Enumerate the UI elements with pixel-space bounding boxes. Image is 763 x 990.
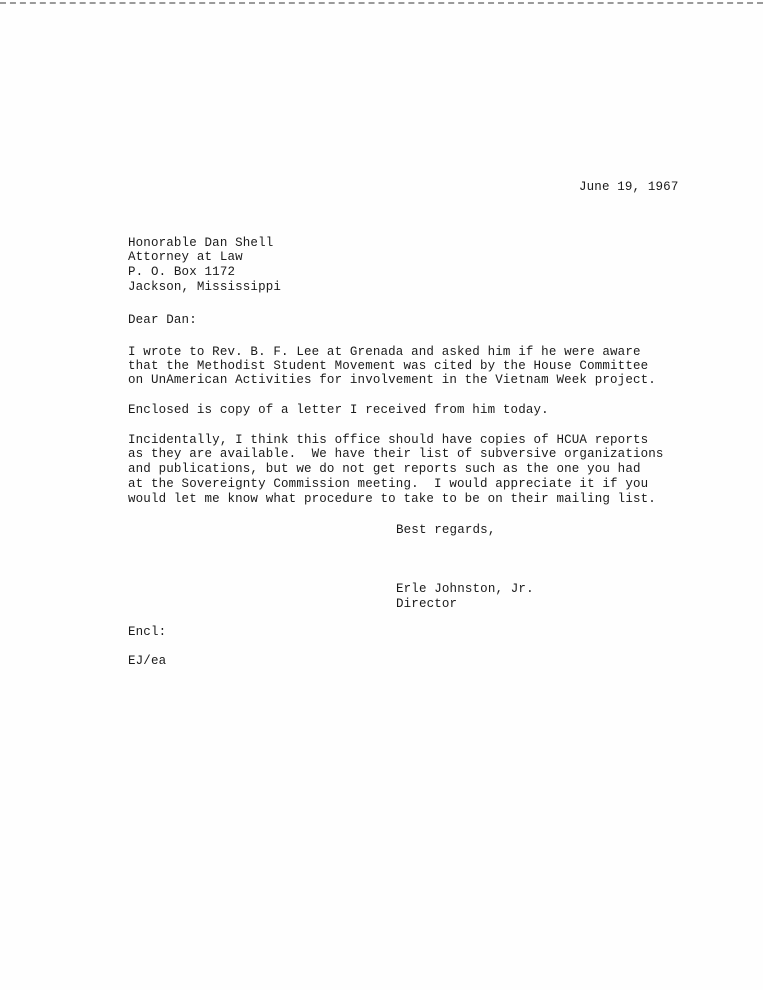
recipient-line-4: Jackson, Mississippi: [128, 280, 282, 294]
paragraph-1-line-3: on UnAmerican Activities for involvement in the Vietnam Week project.: [128, 373, 656, 387]
enclosure-note: Encl:: [128, 625, 167, 639]
paragraph-3-line-4: at the Sovereignty Commission meeting. I would appreciate it if you: [128, 477, 649, 491]
closing: Best regards,: [396, 523, 496, 537]
signature-name: Erle Johnston, Jr.: [396, 582, 534, 596]
letter-date: June 19, 1967: [579, 180, 679, 194]
top-edge-rule: [0, 2, 763, 4]
recipient-line-1: Honorable Dan Shell: [128, 236, 274, 250]
paragraph-1-line-1: I wrote to Rev. B. F. Lee at Grenada and asked him if he were aware: [128, 345, 641, 359]
paragraph-3-line-3: and publications, but we do not get reports such as the one you had: [128, 462, 641, 476]
paragraph-2-line-1: Enclosed is copy of a letter I received from him today.: [128, 403, 549, 417]
recipient-line-2: Attorney at Law: [128, 250, 243, 264]
paragraph-1-line-2: that the Methodist Student Movement was cited by the House Committee: [128, 359, 649, 373]
signature-title: Director: [396, 597, 458, 611]
typist-initials: EJ/ea: [128, 654, 167, 668]
paragraph-3-line-5: would let me know what procedure to take to be on their mailing list.: [128, 492, 656, 506]
recipient-line-3: P. O. Box 1172: [128, 265, 236, 279]
paragraph-3-line-2: as they are available. We have their list of subversive organizations: [128, 447, 664, 461]
paragraph-3-line-1: Incidentally, I think this office should have copies of HCUA reports: [128, 433, 649, 447]
salutation: Dear Dan:: [128, 313, 197, 327]
